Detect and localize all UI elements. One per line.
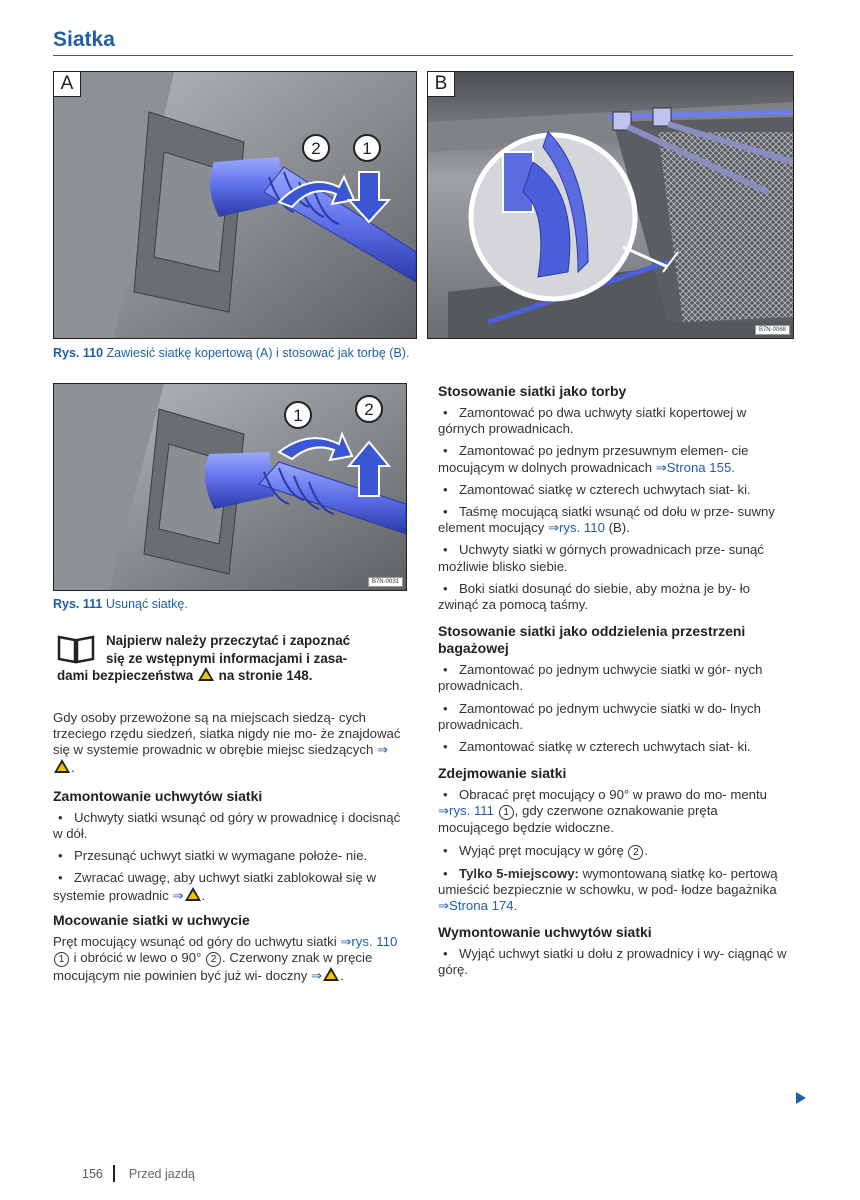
page-footer: [82, 1165, 195, 1182]
intro-paragraph: Gdy osoby przewożone są na miejscach siedzą- cych trzeciego rzędu siedzeń, siatka nigdy nie mo- że znajdować się w systemie prowadnic w obrębie miejsc siedzących ⇒.: [53, 710, 401, 775]
callout-ref-2: 2: [206, 952, 221, 967]
list-item: • Taśmę mocującą siatki wsunąć od dołu w prze- suwny element mocujący ⇒rys. 110 (B).: [438, 504, 775, 536]
note-line-2: się ze wstępnymi informacjami i zasa-: [106, 650, 348, 666]
section-heading-divider: Stosowanie siatki jako oddzielenia przestrzeni bagażowej: [438, 623, 746, 657]
list-item: • Zamontować po dwa uchwyty siatki kopertowej w górnych prowadnicach.: [438, 405, 747, 437]
caption-number-111: Rys. 111: [53, 597, 103, 611]
callout-ref-2: 2: [628, 845, 643, 860]
page-number: 156: [82, 1167, 103, 1181]
left-column: [53, 710, 405, 990]
intro-arrow: ⇒: [376, 742, 389, 758]
figure-111-caption: [53, 597, 188, 611]
list-item: • Zwracać uwagę, aby uchwyt siatki zablokował się w systemie prowadnic ⇒ .: [53, 870, 376, 903]
list-item: • Wyjąć pręt mocujący w górę 2 .: [443, 842, 649, 858]
caption-text-110: Zawiesić siatkę kopertową (A) i stosować jak torbę (B).: [106, 346, 410, 360]
figure-110-a: [53, 71, 417, 339]
figure-code-110: B7N-0068: [755, 325, 790, 335]
note-line-3-a: dami bezpieczeństwa: [57, 668, 194, 683]
list-item: • Uchwyty siatki wsunąć od góry w prowadnicę i docisnąć w dół.: [53, 809, 401, 842]
figure-label-b: B: [428, 72, 455, 97]
list-item: • Zamontować po jednym uchwycie siatki w gór- nych prowadnicach.: [438, 662, 763, 694]
note-line-3-b: na stronie 148.: [218, 668, 313, 683]
figure-code-111: B7N-0031: [368, 577, 403, 587]
callout-1-a: 1: [362, 139, 372, 158]
section-heading-unmount: Wymontowanie uchwytów siatki: [438, 924, 652, 941]
link-fig110[interactable]: ⇒rys. 110: [547, 520, 605, 536]
list-item: • Zamontować po jednym przesuwnym elemen- cie mocującym w dolnych prowadnicach ⇒Strona 155.: [438, 443, 749, 475]
remove-steps: [438, 787, 790, 914]
warning-icon: [185, 887, 201, 901]
list-item: • Tylko 5-miejscowy: wymontowaną siatkę ko- pertową umieścić bezpiecznie w schowku, w pod- łodze bagażnika ⇒Strona 174.: [438, 865, 778, 914]
list-item: • Obracać pręt mocujący o 90° w prawo do mo- mentu ⇒rys. 111 1 , gdy czerwone oznakowanie pręta mocującego będzie widoczne.: [438, 787, 767, 836]
callout-ref-1: 1: [499, 805, 514, 820]
warning-icon: [54, 759, 70, 773]
list-item: • Zamontować siatkę w czterech uchwytach siat- ki.: [443, 739, 751, 755]
figure-110-a-illustration: [54, 72, 416, 338]
divider-steps: [438, 662, 790, 755]
section-name: Przed jazdą: [128, 1167, 195, 1181]
figure-110-b: [427, 71, 794, 339]
list-item: • Boki siatki dosunąć do siebie, aby można je by- ło zwinąć za pomocą taśmy.: [438, 580, 751, 613]
section-heading-mount: Zamontowanie uchwytów siatki: [53, 787, 263, 804]
warning-icon: [198, 667, 214, 681]
callout-ref-1: 1: [54, 952, 69, 967]
figure-111-illustration: [54, 384, 406, 590]
list-item: • Przesunąć uchwyt siatki w wymagane położe- nie.: [58, 848, 368, 864]
intro-text: Gdy osoby przewożone są na miejscach siedzą- cych trzeciego rzędu siedzeń, siatka nigdy nie mo- że znajdować się w systemie prowadnic w obrębie miejsc siedzących: [53, 710, 401, 758]
list-item: • Uchwyty siatki w górnych prowadnicach prze- sunąć możliwie blisko siebie.: [438, 542, 764, 574]
note-line-3: [57, 667, 402, 685]
footer-divider: [113, 1165, 115, 1182]
caption-text-111: Usunąć siatkę.: [105, 597, 188, 611]
page-title: Siatka: [53, 28, 115, 51]
link-fig111[interactable]: ⇒rys. 111: [438, 803, 494, 819]
figure-111: [53, 383, 407, 591]
figure-110-b-illustration: [428, 72, 793, 338]
next-page-arrow-icon[interactable]: [796, 1092, 806, 1104]
title-divider: [53, 55, 793, 56]
list-item: • Zamontować po jednym uchwycie siatki w do- lnych prowadnicach.: [438, 700, 761, 732]
callout-2-b: 2: [364, 400, 374, 419]
callout-1-b: 1: [293, 406, 303, 425]
caption-number-110: Rys. 110: [53, 346, 104, 360]
link-page-174[interactable]: ⇒Strona 174.: [438, 898, 518, 914]
attach-paragraph: Pręt mocujący wsunąć od góry do uchwytu siatki ⇒rys. 110 1 i obrócić w lewo o 90° 2 . Czerwony znak w pręcie mocującym nie powinien być już wi- doczny ⇒ .: [53, 933, 398, 984]
note-line-1: Najpierw należy przeczytać i zapoznać: [106, 633, 351, 648]
section-heading-bag: Stosowanie siatki jako torby: [438, 383, 627, 399]
callout-2-a: 2: [311, 139, 321, 158]
safety-note: [57, 632, 402, 685]
figure-label-a: A: [54, 72, 81, 97]
list-item: • Wyjąć uchwyt siatki u dołu z prowadnicy i wy- ciągnąć w górę.: [438, 946, 787, 978]
bag-steps: [438, 405, 790, 613]
list-item: • Zamontować siatkę w czterech uchwytach siat- ki.: [443, 481, 751, 497]
book-icon: [57, 634, 95, 664]
link-page-155[interactable]: ⇒Strona 155.: [655, 459, 735, 475]
section-heading-attach: Mocowanie siatki w uchwycie: [53, 911, 250, 928]
figure-110-caption: [53, 346, 409, 360]
mount-steps: [53, 810, 405, 904]
link-fig110[interactable]: ⇒rys. 110: [340, 933, 398, 949]
section-heading-remove: Zdejmowanie siatki: [438, 765, 567, 782]
unmount-steps: [438, 946, 790, 978]
warning-icon: [323, 967, 339, 981]
right-column: [438, 383, 790, 987]
